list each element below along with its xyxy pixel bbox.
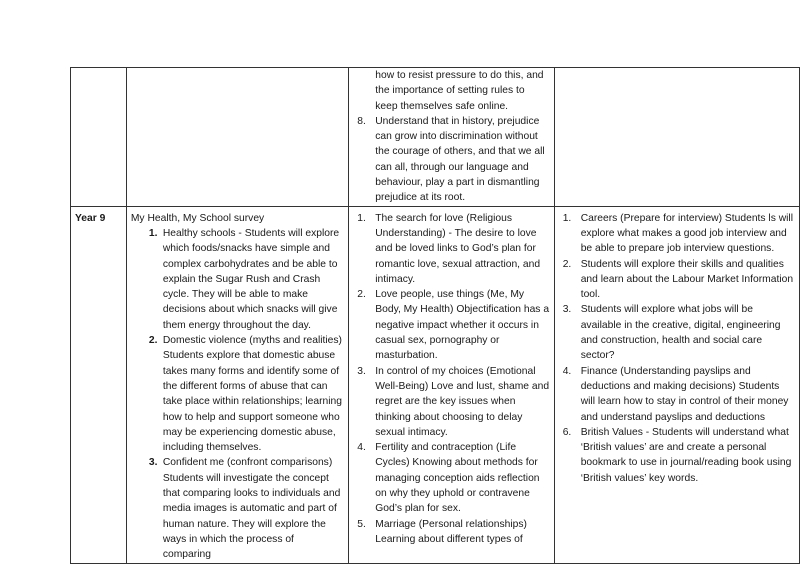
year-label: Year 9 — [71, 206, 127, 563]
col2-cell — [126, 68, 348, 207]
cell-heading: My Health, My School survey — [130, 212, 265, 224]
item-number: 3. — [562, 304, 572, 316]
health-cell — [126, 206, 348, 563]
item-number: 6. — [562, 426, 572, 438]
list-item — [559, 211, 795, 257]
item-text: Confident me (confront comparisons) Students will investigate the concept that comparing looks to individuals and media images is automatic and part of human nature. They will explore the ways in which the process of comparing — [162, 457, 341, 561]
item-number: 3. — [357, 365, 366, 377]
item-text: Marriage (Personal relationships) Learning about different types of — [375, 518, 527, 545]
item-number: 2. — [562, 258, 572, 270]
list-item — [353, 364, 549, 440]
col3-cell — [349, 68, 554, 207]
list-item — [149, 455, 344, 562]
year-cell — [71, 68, 127, 207]
list-item — [559, 364, 795, 425]
item-text: Students will explore their skills and qualities and learn about the Labour Market Information tool. — [580, 258, 794, 301]
item-text: Students will explore what jobs will be available in the creative, digital, engineering and construction, health and social care sector? — [580, 304, 781, 362]
list-item — [559, 425, 795, 486]
item-text: Careers (Prepare for interview) Students ls will explore what makes a good job interview and be able to prepare job interview questions. — [580, 212, 794, 255]
item-text: In control of my choices (Emotional Well-Being) Love and lust, shame and regret are the key issues when thinking about choosing to delay sexual intimacy. — [375, 365, 550, 438]
rse-cell — [349, 206, 554, 563]
list-item — [353, 440, 549, 516]
item-number: 1. — [148, 227, 158, 239]
item-number: 2. — [357, 289, 366, 301]
item-number: 4. — [357, 442, 366, 454]
item-number: 1. — [562, 212, 572, 224]
table-row — [71, 206, 800, 563]
item-text: Healthy schools - Students will explore which foods/snacks have simple and complex carbohydrates and be able to explain the Sugar Rush and Crash cycle. They will be able to make decisions about which snacks will give them energy throughout the day. — [162, 227, 340, 331]
list-item — [353, 287, 549, 363]
list-item — [353, 211, 549, 287]
list-item — [149, 333, 344, 455]
item-text: Love people, use things (Me, My Body, My Health) Objectification has a negative impact whether it occurs in casual sex, pornography or masturbation. — [375, 289, 550, 362]
item-text: The search for love (Religious Understanding) - The desire to love and be loved links to God’s plan for romantic love, sexual attraction, and intimacy. — [375, 212, 541, 285]
table-row — [71, 68, 800, 207]
curriculum-table — [70, 67, 800, 564]
list-item — [149, 226, 344, 333]
continuation-text: how to resist pressure to do this, and the importance of setting rules to keep themselves safe online. — [375, 70, 544, 112]
item-text: British Values - Students will understand what ‘British values’ are and create a personal bookmark to use in journal/reading book using ‘British values’ key words. — [580, 426, 792, 484]
list-item — [353, 114, 549, 206]
item-text: Fertility and contraception (Life Cycles) Knowing about methods for managing conception aids reflection on why they uphold or contravene God’s plan for sex. — [375, 442, 540, 515]
col4-cell — [554, 68, 799, 207]
item-number: 5. — [357, 518, 366, 530]
careers-cell — [554, 206, 799, 563]
item-text: Domestic violence (myths and realities) Students explore that domestic abuse takes many forms and identify some of the different forms of abuse that can take place within relationships; learning how to help and support someone who may be experiencing domestic abuse, including themselves. — [162, 335, 343, 454]
item-number: 2. — [148, 335, 158, 347]
item-text: Finance (Understanding payslips and deductions and making decisions) Students will learn how to stay in control of their money and understand payslips and deductions — [580, 365, 789, 423]
item-number: 4. — [562, 365, 572, 377]
list-item — [559, 257, 795, 303]
item-number: 1. — [357, 212, 366, 224]
list-item — [353, 517, 549, 548]
item-number: 8. — [357, 115, 366, 127]
item-text: Understand that in history, prejudice can grow into discrimination without the courage of others, and that we all can all, through our language and behaviour, play a part in dismantling prejudice at its root. — [375, 115, 545, 204]
item-number: 3. — [148, 457, 158, 469]
list-item — [559, 302, 795, 363]
